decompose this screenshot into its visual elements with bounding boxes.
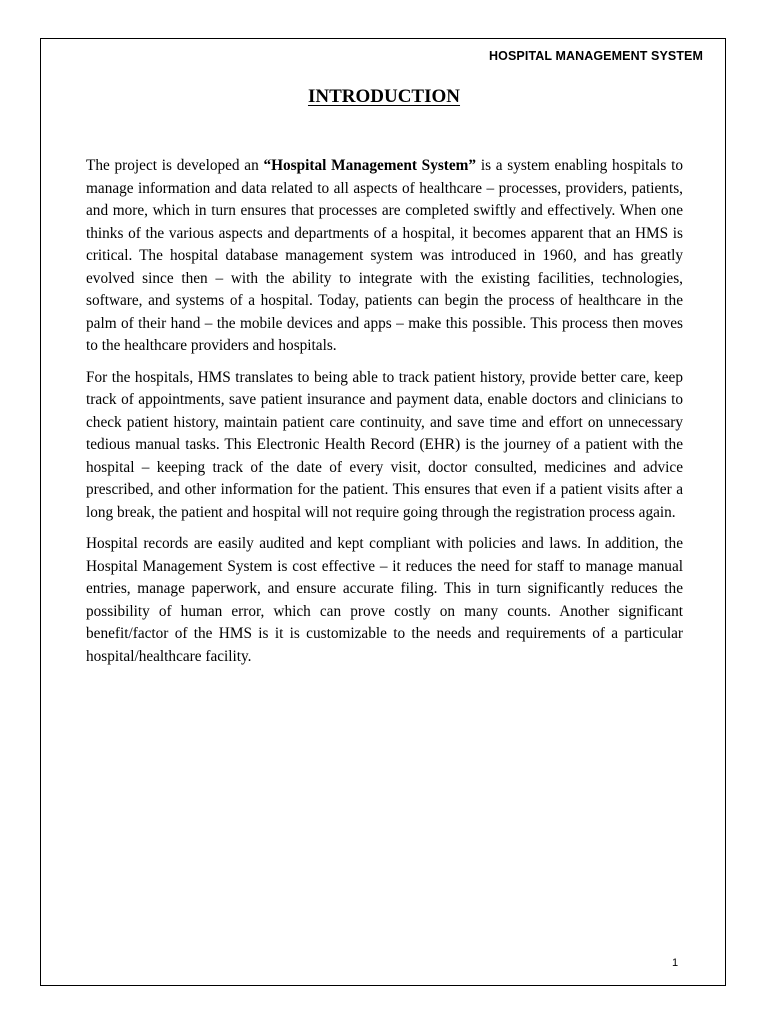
body-text — [86, 155, 683, 677]
paragraph-1-lead: The project is developed an — [86, 157, 264, 174]
running-header: HOSPITAL MANAGEMENT SYSTEM — [489, 49, 703, 63]
paragraph-1-rest: is a system enabling hospitals to manage information and data related to all aspects of healthcare – processes, providers, patients, and more, which in turn ensures that processes are completed swiftly and effectively. When one thinks of the various aspects and departments of a hospital, it becomes apparent that an HMS is critical. The hospital database management system was introduced in 1960, and has greatly evolved since then – with the ability to integrate with the existing facilities, technologies, software, and systems of a hospital. Today, patients can begin the process of healthcare in the palm of their hand – the mobile devices and apps – make this possible. This process then moves to the healthcare providers and hospitals. — [86, 157, 683, 354]
paragraph-3: Hospital records are easily audited and kept compliant with policies and laws. In addition, the Hospital Management System is cost effective – it reduces the need for staff to manage manual entries, manage paperwork, and ensure accurate filing. This in turn significantly reduces the possibility of human error, which can prove costly on many counts. Another significant benefit/factor of the HMS is it is customizable to the needs and requirements of a particular hospital/healthcare facility. — [86, 535, 683, 665]
page-number: 1 — [672, 957, 679, 969]
paragraph-1 — [86, 155, 683, 358]
paragraph-2: For the hospitals, HMS translates to being able to track patient history, provide better care, keep track of appointments, save patient insurance and payment data, enable doctors and clinicians to check patient history, maintain patient care continuity, and save time and effort on unnecessary tedious manual tasks. This Electronic Health Record (EHR) is the journey of a patient with the hospital – keeping track of the date of every visit, doctor consulted, medicines and advice prescribed, and other information for the patient. This ensures that even if a patient visits after a long break, the patient and hospital will not require going through the registration process again. — [86, 368, 683, 521]
page-title: INTRODUCTION — [307, 86, 461, 107]
project-name-bold: “Hospital Management System” — [263, 157, 477, 174]
